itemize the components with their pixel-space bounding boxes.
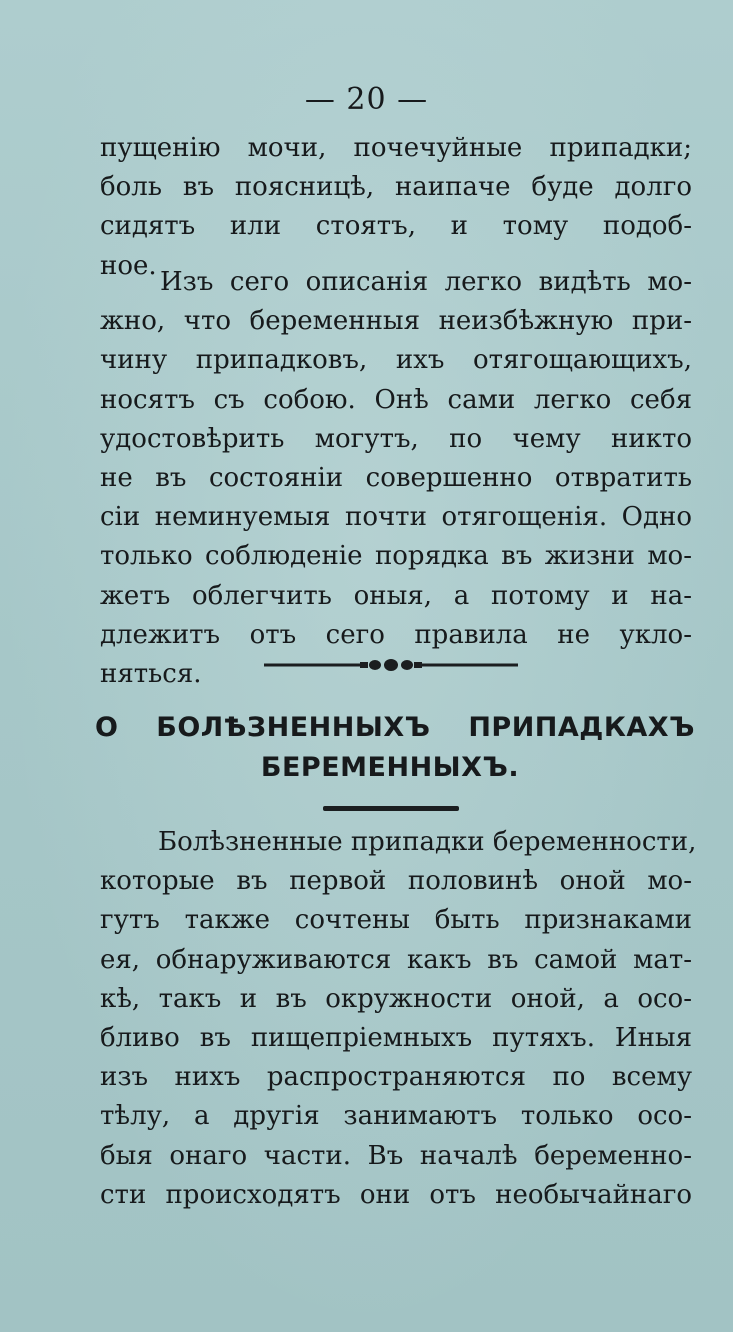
- text-line: пущенію мочи, почечуйные припадки;: [100, 133, 692, 163]
- text-line: сіи неминуемыя почти отягощенія. Одно: [100, 502, 692, 533]
- paragraph-description: [100, 263, 692, 694]
- heading-underline-rule: [323, 806, 459, 811]
- section-heading: О БОЛѢЗНЕННЫХЪ ПРИПАДКАХЪ: [95, 712, 695, 743]
- text-line: не въ состояніи совершенно отвратить: [100, 462, 692, 493]
- text-line: быя онаго части. Въ началѣ беременно-: [100, 1140, 692, 1171]
- section-divider-ornament: [262, 654, 520, 676]
- text-line: жетъ облегчить оныя, а потому и на-: [100, 580, 692, 611]
- page-number: — 20 —: [304, 82, 429, 117]
- text-line: боль въ поясницѣ, наипаче буде долго: [100, 172, 692, 203]
- text-line: няться.: [100, 658, 202, 689]
- text-line: длежитъ отъ сего правила не укло-: [100, 619, 692, 650]
- text-line: гутъ также сочтены быть признаками: [100, 905, 692, 936]
- text-line: бливо въ пищепріемныхъ путяхъ. Иныя: [100, 1022, 692, 1053]
- text-line: кѣ, такъ и въ окружности оной, а осо-: [100, 983, 692, 1014]
- paragraph-symptoms: [100, 823, 697, 1215]
- text-line: жно, что беременныя неизбѣжную при-: [100, 306, 692, 337]
- text-line: чину припадковъ, ихъ отягощающихъ,: [100, 345, 692, 376]
- text-line: сидятъ или стоятъ, и тому подоб-: [100, 211, 692, 242]
- text-line: Болѣзненные припадки беременности,: [158, 827, 697, 857]
- text-line: удостовѣрить могутъ, по чему никто: [100, 423, 692, 454]
- text-line: которые въ первой половинѣ оной мо-: [100, 866, 692, 897]
- text-line: Изъ сего описанія легко видѣть мо-: [160, 267, 692, 297]
- section-heading-continued: БЕРЕМЕННЫХЪ.: [260, 752, 520, 783]
- text-line: ея, обнаруживаются какъ въ самой мат-: [100, 944, 692, 975]
- text-line: носятъ съ собою. Онѣ сами легко себя: [100, 384, 692, 415]
- text-line: только соблюденіе порядка въ жизни мо-: [100, 541, 692, 572]
- text-line: тѣлу, а другія занимаютъ только осо-: [100, 1101, 692, 1132]
- text-line: ное.: [100, 250, 157, 281]
- text-line: изъ нихъ распространяются по всему: [100, 1062, 692, 1093]
- text-line: сти происходятъ они отъ необычайнаго: [100, 1179, 692, 1210]
